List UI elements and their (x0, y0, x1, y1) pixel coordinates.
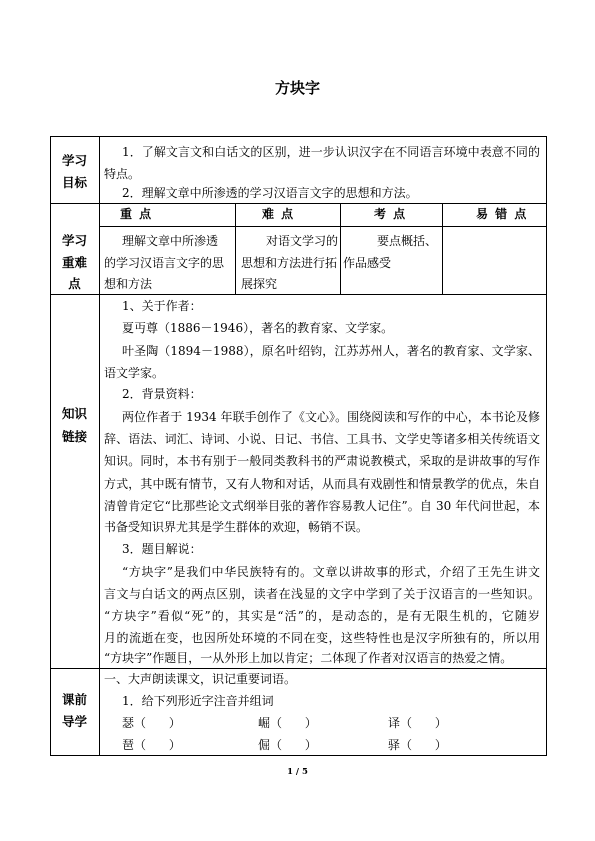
char-blank[interactable]: 驿（ ） (388, 738, 447, 752)
difficulty-line: 展探究 (241, 277, 278, 291)
knowledge-label: 链接 (61, 429, 87, 444)
header-error-prone: 易 错 点 (476, 207, 527, 221)
knowledge-line: 清曾肯定它“比那些论文式纲举目张的著作容易教人记住”。自 30 年代问世起，本 (104, 499, 540, 513)
knowledge-line: 夏丏尊（1886－1946），著名的教育家、文学家。 (122, 321, 394, 335)
knowledge-line: 月的流逝在变，也因所处环境的不同在变，这些特性也是汉字所独有的，所以用 (104, 631, 540, 645)
knowledge-line: 方式，其中既有情节，又有人物和对话，从而具有戏剧性和情景教学的优点，朱自 (104, 477, 540, 491)
char-blank[interactable]: 琶（ ） (122, 738, 181, 752)
difficulty-line: 对语文学习的 (266, 234, 339, 248)
preview-line: 1．给下列形近字注音并组词 (122, 694, 274, 708)
goal-line: 特点。 (104, 167, 141, 181)
knowledge-line: 3．题目解说： (122, 542, 202, 556)
goals-label: 目标 (61, 175, 87, 190)
knowledge-line: 2．背景资料： (122, 387, 202, 401)
knowledge-label: 知识 (61, 406, 87, 421)
key-points-label: 重难 (61, 255, 87, 270)
exam-line: 作品感受 (343, 256, 392, 270)
table-rule (235, 203, 236, 294)
knowledge-line: 辞、语法、词汇、诗词、小说、日记、书信、工具书、文学史等诸多相关传统语文 (104, 432, 540, 446)
knowledge-line: “方块字”作题目，一从外形上加以肯定；二体现了作者对汉语言的热爱之情。 (104, 651, 513, 665)
header-difficulty: 难 点 (262, 207, 294, 221)
table-rule (546, 136, 547, 756)
page-number: 1 / 5 (287, 767, 308, 777)
table-rule (50, 294, 547, 295)
goals-label: 学习 (61, 153, 87, 168)
header-exam: 考 点 (374, 207, 406, 221)
char-blank[interactable]: 崛（ ） (258, 716, 317, 730)
key-points-label: 学习 (61, 233, 87, 248)
header-focus: 重 点 (120, 207, 152, 221)
table-rule (99, 136, 100, 756)
table-rule (50, 755, 547, 756)
char-blank[interactable]: 译（ ） (388, 716, 447, 730)
knowledge-line: 言文与白话文的两点区别，读者在浅显的文字中学到了关于汉语言的一些知识。 (104, 587, 540, 601)
knowledge-line: 两位作者于 1934 年联手创作了《文心》。围绕阅读和写作的中心，本书论及修 (122, 410, 540, 424)
focus-line: 理解文章中所渗透 (122, 234, 219, 248)
preview-line: 一、大声朗读课文，识记重要词语。 (104, 672, 297, 686)
table-rule (50, 136, 547, 137)
knowledge-line: “方块字”看似“死”的，其实是“活”的，是动态的，是有无限生机的，它随岁 (104, 609, 540, 623)
table-rule (99, 226, 547, 227)
focus-line: 想和方法 (104, 277, 153, 291)
knowledge-line: 语文学家。 (104, 366, 165, 380)
char-blank[interactable]: 瑟（ ） (122, 716, 181, 730)
table-rule (442, 203, 443, 294)
exam-line: 要点概括、 (377, 234, 438, 248)
knowledge-line: 叶圣陶（1894－1988），原名叶绍钧，江苏苏州人，著名的教育家、文学家、 (122, 344, 540, 358)
goal-line: 1．了解文言文和白话文的区别，进一步认识汉字在不同语言环境中表意不同的 (122, 145, 540, 159)
knowledge-line: 书备受知识界尤其是学生群体的欢迎，畅销不误。 (104, 520, 369, 534)
knowledge-line: “方块字”是我们中华民族特有的。文章以讲故事的形式，介绍了王先生讲文 (122, 565, 540, 579)
page-title: 方块字 (274, 79, 320, 97)
char-blank[interactable]: 倔（ ） (258, 738, 317, 752)
knowledge-line: 知识。同时，本书有别于一般同类教科书的严肃说教模式，采取的是讲故事的写作 (104, 454, 540, 468)
table-rule (340, 203, 341, 294)
focus-line: 的学习汉语言文字的思 (104, 256, 225, 270)
difficulty-line: 思想和方法进行拓 (241, 256, 338, 270)
goal-line: 2．理解文章中所渗透的学习汉语言文字的思想和方法。 (122, 186, 418, 200)
preview-label: 课前 (61, 692, 87, 707)
knowledge-line: 1、关于作者： (122, 299, 202, 313)
preview-label: 导学 (61, 714, 87, 729)
key-points-label: 点 (68, 276, 81, 291)
